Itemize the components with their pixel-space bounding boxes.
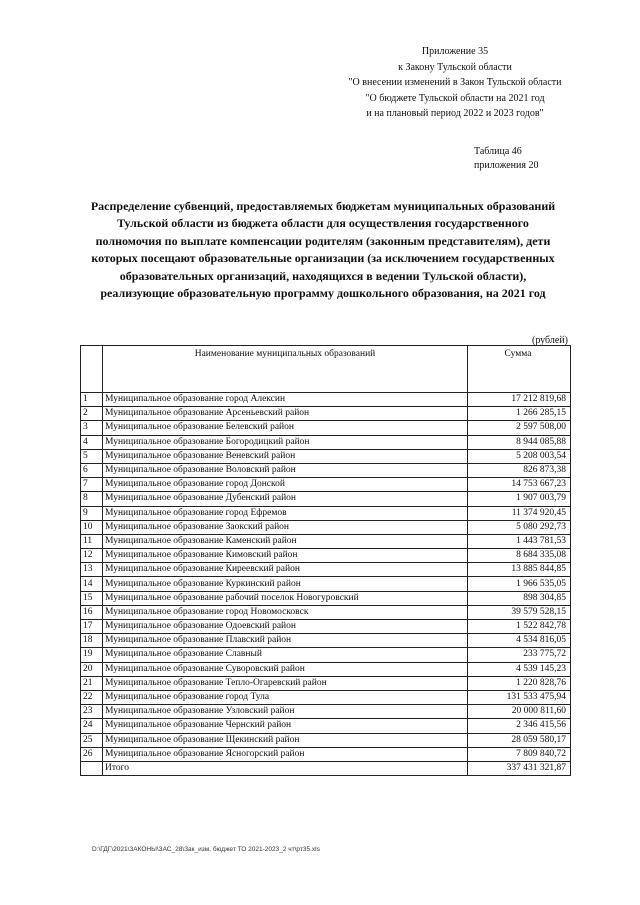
row-sum: 1 443 781,53 xyxy=(468,534,571,548)
row-number: 23 xyxy=(81,705,103,719)
row-number: 19 xyxy=(81,648,103,662)
row-number: 6 xyxy=(81,463,103,477)
row-name: Муниципальное образование Заокский район xyxy=(103,520,468,534)
row-name: Муниципальное образование город Ефремов xyxy=(103,506,468,520)
row-number: 16 xyxy=(81,605,103,619)
row-name: Муниципальное образование Киреевский район xyxy=(103,563,468,577)
subsidy-table xyxy=(80,345,571,776)
row-sum: 20 000 811,60 xyxy=(468,705,571,719)
row-sum: 14 753 667,23 xyxy=(468,478,571,492)
table-row xyxy=(81,591,571,605)
row-sum: 8 684 335,08 xyxy=(468,549,571,563)
row-name: Муниципальное образование Дубенский район xyxy=(103,492,468,506)
table-row xyxy=(81,449,571,463)
row-sum: 5 208 003,54 xyxy=(468,449,571,463)
total-label: Итого xyxy=(103,761,468,775)
table-row xyxy=(81,676,571,690)
table-number: Таблица 46 xyxy=(474,146,522,157)
table-row xyxy=(81,478,571,492)
table-row xyxy=(81,690,571,704)
appendix-line: "О внесении изменений в Закон Тульской области xyxy=(348,77,562,88)
row-sum: 826 873,38 xyxy=(468,463,571,477)
total-number xyxy=(81,761,103,775)
row-name: Муниципальное образование Чернский район xyxy=(103,719,468,733)
row-sum: 7 809 840,72 xyxy=(468,747,571,761)
appendix-header xyxy=(330,44,580,122)
appendix-line: "О бюджете Тульской области на 2021 год xyxy=(365,92,545,104)
row-name: Муниципальное образование Кимовский район xyxy=(103,549,468,563)
row-sum: 8 944 085,88 xyxy=(468,435,571,449)
row-name: Муниципальное образование Одоевский район xyxy=(103,620,468,634)
row-name: Муниципальное образование Арсеньевский район xyxy=(103,407,468,421)
row-sum: 17 212 819,68 xyxy=(468,393,571,407)
row-sum: 5 080 292,73 xyxy=(468,520,571,534)
row-number: 3 xyxy=(81,421,103,435)
table-row xyxy=(81,662,571,676)
table-row xyxy=(81,407,571,421)
header-sum: Сумма xyxy=(468,346,571,393)
row-name: Муниципальное образование Тепло-Огаревский район xyxy=(103,676,468,690)
row-sum: 13 885 844,85 xyxy=(468,563,571,577)
header-number xyxy=(81,346,103,393)
row-number: 1 xyxy=(81,393,103,407)
table-row xyxy=(81,435,571,449)
row-name: Муниципальное образование Веневский район xyxy=(103,449,468,463)
row-name: Муниципальное образование город Новомосковск xyxy=(103,605,468,619)
table-row xyxy=(81,563,571,577)
appendix-line: и на плановый период 2022 и 2023 годов" xyxy=(366,108,544,119)
total-sum: 337 431 321,87 xyxy=(468,761,571,775)
row-number: 18 xyxy=(81,634,103,648)
table-row xyxy=(81,620,571,634)
table-row xyxy=(81,733,571,747)
row-number: 14 xyxy=(81,577,103,591)
file-path-footer: D:\ГДГ\2021\ЗАКОНЫ\ЗАС_28\Зак_изм. бюджет ТО 2021-2023_2 чт\рт35.xls xyxy=(92,846,320,853)
row-sum: 39 579 528,15 xyxy=(468,605,571,619)
row-number: 25 xyxy=(81,733,103,747)
table-row xyxy=(81,492,571,506)
header-name: Наименование муниципальных образований xyxy=(103,346,468,393)
row-name: Муниципальное образование Суворовский район xyxy=(103,662,468,676)
row-name: Муниципальное образование Воловский район xyxy=(103,463,468,477)
row-name: Муниципальное образование Белевский район xyxy=(103,421,468,435)
row-sum: 11 374 920,45 xyxy=(468,506,571,520)
row-number: 26 xyxy=(81,747,103,761)
row-number: 22 xyxy=(81,690,103,704)
table-row xyxy=(81,463,571,477)
table-row xyxy=(81,634,571,648)
row-sum: 1 220 828,76 xyxy=(468,676,571,690)
row-sum: 28 059 580,17 xyxy=(468,733,571,747)
row-sum: 898 304,85 xyxy=(468,591,571,605)
row-sum: 2 346 415,56 xyxy=(468,719,571,733)
table-row xyxy=(81,549,571,563)
row-sum: 1 966 535,05 xyxy=(468,577,571,591)
table-appendix: приложения 20 xyxy=(474,160,539,171)
total-row xyxy=(81,761,571,775)
row-number: 20 xyxy=(81,662,103,676)
row-number: 10 xyxy=(81,520,103,534)
row-name: Муниципальное образование Ясногорский район xyxy=(103,747,468,761)
row-number: 2 xyxy=(81,407,103,421)
row-number: 7 xyxy=(81,478,103,492)
row-sum: 1 907 003,79 xyxy=(468,492,571,506)
table-reference xyxy=(474,145,584,173)
row-number: 8 xyxy=(81,492,103,506)
row-name: Муниципальное образование Куркинский район xyxy=(103,577,468,591)
table-row xyxy=(81,520,571,534)
row-name: Муниципальное образование город Алексин xyxy=(103,393,468,407)
table-row xyxy=(81,605,571,619)
table-row xyxy=(81,534,571,548)
row-number: 9 xyxy=(81,506,103,520)
appendix-line: Приложение 35 xyxy=(421,46,489,57)
row-number: 24 xyxy=(81,719,103,733)
table-row xyxy=(81,393,571,407)
table-row xyxy=(81,648,571,662)
row-name: Муниципальное образование Щекинский район xyxy=(103,733,468,747)
row-number: 12 xyxy=(81,549,103,563)
row-number: 13 xyxy=(81,563,103,577)
table-row xyxy=(81,719,571,733)
table-header-row xyxy=(81,346,571,393)
row-sum: 2 597 508,00 xyxy=(468,421,571,435)
row-sum: 233 775,72 xyxy=(468,648,571,662)
row-sum: 1 522 842,78 xyxy=(468,620,571,634)
row-name: Муниципальное образование Каменский район xyxy=(103,534,468,548)
document-title: Распределение субвенций, предоставляемых бюджетам муниципальных образований Тульской области из бюджета области для осуществления государственного полномочия по выплате компенсации родителям (законным представителям), дети которых посещают образовательные организации (за исключением государственных образовательных организаций, находящихся в ведении Тульской области), реализующие образовательную программу дошкольного образования, на 2021 год xyxy=(90,199,556,301)
table-row xyxy=(81,506,571,520)
table-row xyxy=(81,705,571,719)
row-name: Муниципальное образование Богородицкий район xyxy=(103,435,468,449)
table-row xyxy=(81,421,571,435)
row-sum: 4 534 816,05 xyxy=(468,634,571,648)
row-name: Муниципальное образование Плавский район xyxy=(103,634,468,648)
table-row xyxy=(81,747,571,761)
row-number: 4 xyxy=(81,435,103,449)
units-label: (рублей) xyxy=(531,335,568,346)
row-sum: 131 533 475,94 xyxy=(468,690,571,704)
row-number: 5 xyxy=(81,449,103,463)
table-row xyxy=(81,577,571,591)
row-sum: 1 266 285,15 xyxy=(468,407,571,421)
row-name: Муниципальное образование Славный xyxy=(103,648,468,662)
row-name: Муниципальное образование город Тула xyxy=(103,690,468,704)
row-name: Муниципальное образование Узловский район xyxy=(103,705,468,719)
row-name: Муниципальное образование город Донской xyxy=(103,478,468,492)
row-number: 17 xyxy=(81,620,103,634)
row-number: 11 xyxy=(81,534,103,548)
row-sum: 4 539 145,23 xyxy=(468,662,571,676)
row-name: Муниципальное образование рабочий поселок Новогуровский xyxy=(103,591,468,605)
appendix-line: к Закону Тульской области xyxy=(398,61,512,73)
row-number: 21 xyxy=(81,676,103,690)
row-number: 15 xyxy=(81,591,103,605)
